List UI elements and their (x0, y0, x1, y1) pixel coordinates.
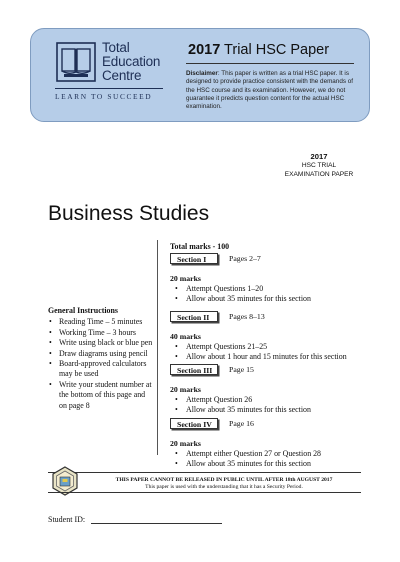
total-education-centre-logo (55, 41, 163, 107)
section-marks: 20 marks (170, 274, 201, 283)
section-item: • Allow about 35 minutes for this section (170, 294, 370, 304)
sections-panel (170, 242, 370, 468)
section-item: • Attempt Questions 21–25 (170, 342, 370, 352)
section-items (170, 395, 370, 415)
release-bottom-rule (48, 492, 361, 493)
section-items (170, 449, 370, 469)
general-instructions (48, 306, 154, 411)
title-divider (186, 63, 354, 64)
section-1 (170, 253, 370, 304)
section-pages: Pages 2–7 (229, 254, 261, 263)
student-id-field[interactable] (91, 523, 222, 524)
logo-tagline: LEARN TO SUCCEED (55, 92, 153, 101)
instruction-item: • Write your student number at the bottom of this page and on page 8 (48, 380, 154, 411)
instruction-item: • Write using black or blue pen (48, 338, 154, 348)
paper-year: 2017 (188, 42, 221, 58)
section-pages: Pages 8–13 (229, 312, 265, 321)
section-label: Section I (170, 253, 218, 264)
exam-id-block (274, 152, 364, 179)
total-marks: Total marks - 100 (170, 242, 230, 251)
section-item: • Attempt Questions 1–20 (170, 284, 370, 294)
release-notice-line1: THIS PAPER CANNOT BE RELEASED IN PUBLIC UNTIL AFTER 18th AUGUST 2017 (115, 477, 333, 483)
section-marks: 20 marks (170, 385, 201, 394)
section-pages: Page 15 (229, 365, 254, 374)
section-label: Section III (170, 364, 218, 375)
section-items (170, 284, 370, 304)
logo-divider (55, 88, 163, 89)
logo-text (102, 41, 182, 83)
disclaimer-label: Disclaimer (186, 70, 218, 77)
exam-type-line2: EXAMINATION PAPER (284, 171, 354, 178)
section-label: Section IV (170, 418, 218, 429)
logo-line: Total (102, 40, 130, 55)
column-divider (157, 240, 158, 455)
disclaimer (186, 70, 358, 111)
open-book-icon (55, 41, 97, 83)
logo-line: Centre (102, 68, 142, 83)
paper-title-text: Trial HSC Paper (224, 42, 330, 58)
section-pages: Page 16 (229, 419, 254, 428)
instruction-item: • Board-approved calculators may be used (48, 359, 154, 380)
instruction-item: • Draw diagrams using pencil (48, 349, 154, 359)
exam-type: HSC TRIAL (301, 162, 337, 169)
section-label: Section II (170, 311, 218, 322)
general-instructions-title: General Instructions (48, 306, 118, 315)
section-marks: 20 marks (170, 439, 201, 448)
disclaimer-text: : This paper is written as a trial HSC paper. It is designed to provide practice consistent with the demands of the HSC course and its examination. However, we do not guarantee it predicts question content for the actual HSC examination. (186, 70, 353, 111)
release-notice (84, 477, 364, 491)
section-marks: 40 marks (170, 332, 201, 341)
section-item: • Allow about 35 minutes for this section (170, 405, 370, 415)
subject-title: Business Studies (48, 202, 210, 225)
instruction-item: • Working Time – 3 hours (48, 328, 154, 338)
logo-line: Education (102, 54, 161, 69)
paper-title (188, 42, 364, 58)
release-notice-line2: This paper is used with the understanding that it has a Security Period. (145, 484, 303, 490)
section-3 (170, 364, 370, 415)
section-item: • Attempt Question 26 (170, 395, 370, 405)
section-item: • Allow about 35 minutes for this section (170, 459, 370, 469)
instruction-item: • Reading Time – 5 minutes (48, 317, 154, 327)
section-items (170, 342, 370, 362)
release-top-rule (48, 472, 361, 473)
section-2 (170, 311, 370, 362)
section-item: • Allow about 1 hour and 15 minutes for this section (170, 352, 370, 362)
section-item: • Attempt either Question 27 or Question 28 (170, 449, 370, 459)
exam-year: 2017 (310, 152, 328, 161)
general-instructions-list (48, 317, 154, 411)
section-4 (170, 418, 370, 469)
student-id-label: Student ID: (48, 515, 86, 524)
